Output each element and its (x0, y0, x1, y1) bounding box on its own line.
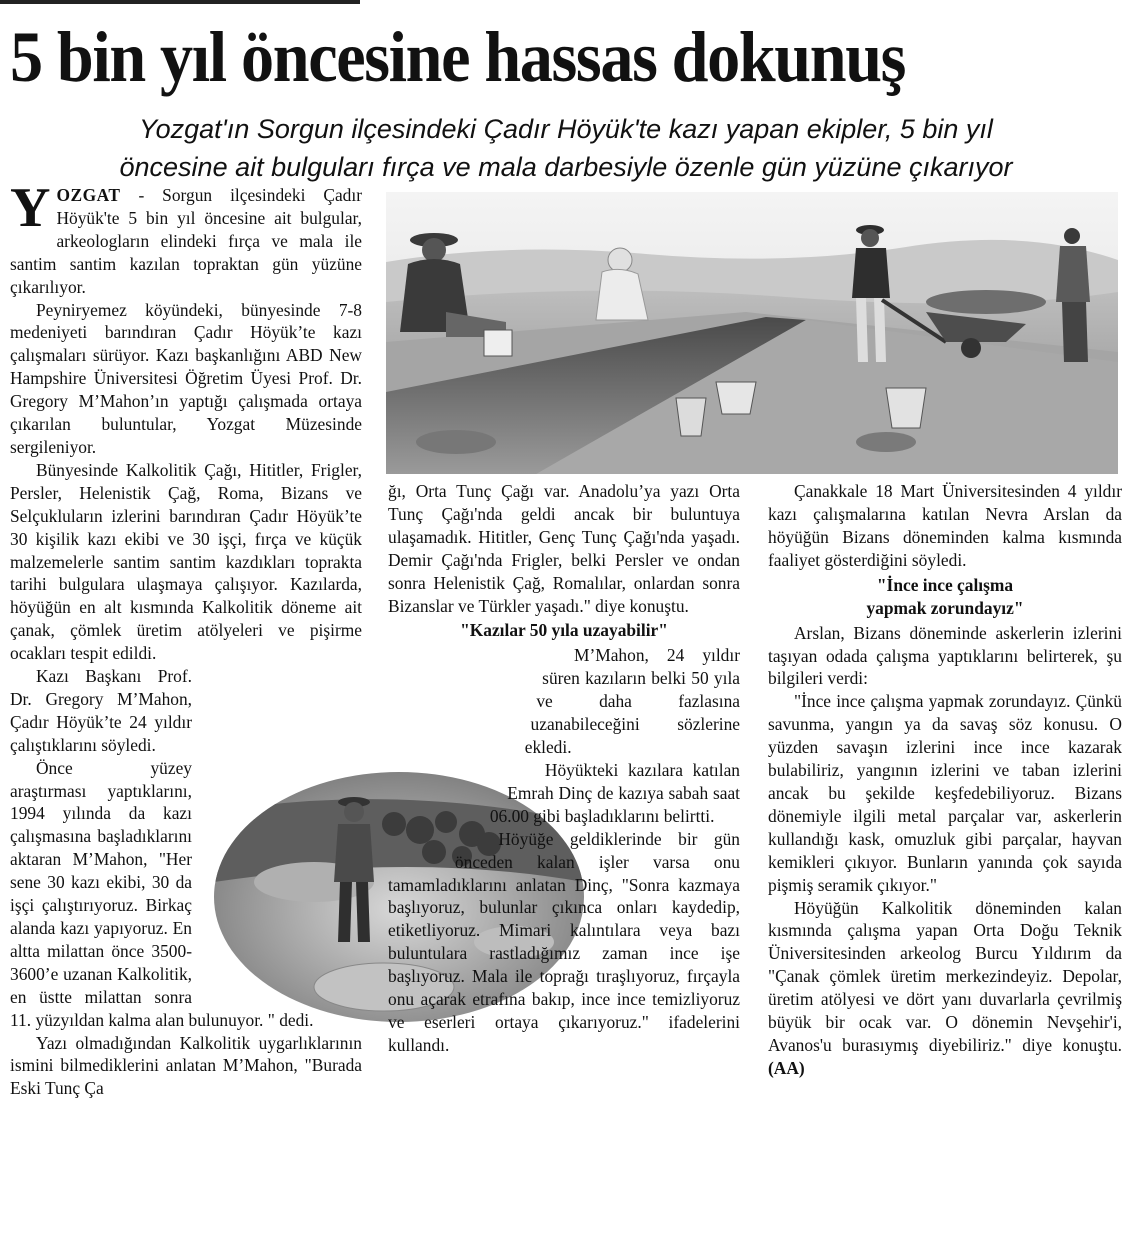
paragraph: Kazı Başkanı Prof. Dr. Gregory M’Mahon, Çadır Höyük’te 24 yıldır çalıştıklarını söyledi. (10, 666, 192, 755)
top-rule (0, 0, 360, 4)
excavation-team-photo-image (386, 192, 1118, 474)
paragraph: Höyüğe geldiklerinde bir gün önceden kalan işler varsa onu tamamladıklarını anlatan Dinç, "Sonra kazmaya başlıyoruz, bulunlar çıkınca onları kaydedip, etiketliyoruz. Mimari kalıntılara veya bazı buluntulara rastladığımız zaman ince işe başlıyoruz. Mala ile toprağı tıraşlıyoruz, fırçayla onu açarak etrafına bakıp, ince ince temizliyoruz ve eserleri ortaya çıkarıyoruz." ifadelerini kullandı. (388, 828, 740, 1055)
paragraph: Peyniryemez köyündeki, bünyesinde 7-8 medeniyeti barındıran Çadır Höyük’te kazı çalışmaları sürüyor. Kazı başkanlığını ABD New Hampshire Üniversitesi Öğretim Üyesi Prof. Dr. Gregory M’Mahon’ın yaptığı çalışmada ortaya çıkarılan buluntular, Yozgat Müzesinde sergileniyor. (10, 299, 362, 457)
paragraph: Arslan, Bizans döneminde askerlerin izlerini taşıyan odada çalışma yaptıklarını belirterek, şu bilgileri verdi: (768, 622, 1122, 689)
paragraph: Yazı olmadığından Kalkolitik uygarlıklarının ismini bilmediklerini anlatan M’Mahon, "Burada Eski Tunç Ça (10, 1032, 362, 1099)
subheading (768, 574, 1122, 620)
excavation-team-photo (386, 192, 1118, 474)
paragraph: "İnce ince çalışma yapmak zorundayız. Çünkü savunma, yangın ya da savaş söz konusu. O yüzden savaşın izlerini ince ince kazarak bulabiliriz, yangının izlerini ve taban izlerini ancak bu şekilde keşfedebiliyoruz. Bizans dönemiyle ilgili metal parçalar var, askerlerin kullandığı kask, omuzluk gibi parçalar, hayvan kemikleri çıkıyor. Bunların yanında çok sayıda pişmiş seramik çıkıyor." (768, 691, 1122, 895)
credit: (AA) (768, 1057, 805, 1078)
photo-wrap-spacer (192, 665, 362, 1005)
subheading: "Kazılar 50 yıla uzayabilir" (460, 620, 668, 641)
paragraph (768, 897, 1122, 1080)
subheading-line: yapmak zorundayız" (866, 597, 1024, 618)
lead-paragraph (10, 177, 362, 299)
lead-text: - Sorgun ilçesindeki Çadır Höyük'te 5 bin yıl öncesine ait bulgular, arkeologların elindeki fırça ve mala ile santim santim kazılan topraktan gün yüzüne çıkarılıyor. (10, 185, 362, 297)
drop-cap: Y (10, 177, 51, 239)
paragraph: Höyükteki kazılara katılan Emrah Dinç de kazıya sabah saat 06.00 gibi başladıklarını belirtti. (489, 759, 740, 826)
subhead-line: öncesine ait bulguları fırça ve mala darbesiyle özenle gün yüzüne çıkarıyor (119, 152, 1013, 182)
subhead (8, 110, 1124, 186)
paragraph: Bünyesinde Kalkolitik Çağı, Hititler, Frigler, Persler, Helenistik Çağ, Roma, Bizans ve Selçukluların izlerini barındıran Çadır Höyük’te 30 kişilik kazı ekibi ve 30 işçi, fırça ve küçük malzemelerle santim santim kazdıkları toprakta tarihi bulgulara ulaşmaya çalışıyor. Kazılarda, höyüğün en alt kısmında Kalkolitik döneme ait çanak, çömlek üretim atölyeleri ve pişirme ocakları tespit edildi. (10, 459, 362, 664)
headline: 5 bin yıl öncesine hassas dokunuş (10, 17, 906, 97)
subheading-line: "İnce ince çalışma (876, 574, 1014, 595)
paragraph: M’Mahon, 24 yıldır süren kazıların belki 50 yıla ve daha fazlasına uzanabileceğini sözlerine ekledi. (524, 645, 740, 758)
paragraph: Önce yüzey araştırması yaptıklarını, 1994 yılında da kazı çalışmasına başladıklarını aktaran M’Mahon, "Her sene 30 kazı ekibi, 30 da işçi çalıştırıyoruz. Birkaç alanda kazı yapıyoruz. En altta milattan önce 3500-3600’e uzanan Kalkolitik, en üstte milattan sonra 11. yüzyıldan kalma alan bulunuyor. " dedi. (10, 757, 314, 1030)
paragraph: Çanakkale 18 Mart Üniversitesinden 4 yıldır kazı çalışmalarına katılan Nevra Arslan da höyüğün Bizans döneminden kalma kısmında faaliyet gösterdiğini söyledi. (768, 481, 1122, 570)
column-3 (768, 480, 1122, 1080)
dateline: OZGAT (56, 185, 121, 205)
column-2 (388, 480, 740, 1057)
subhead-line: Yozgat'ın Sorgun ilçesindeki Çadır Höyük'te kazı yapan ekipler, 5 bin yıl (139, 114, 993, 144)
paragraph-text: Höyüğün Kalkolitik döneminden kalan kısmında çalışma yapan Orta Doğu Teknik Üniversitesinden arkeolog Burcu Yıldırım da "Çanak çömlek üretim merkezindeyiz. Depolar, üretim atölyesi ve dört yanı duvarlarla çevrilmiş büyük bir ocak var. O dönemin Nevşehir'i, Avanos'u burasıymış diyebiliriz." diye konuştu. (768, 897, 1122, 1055)
column-1 (10, 177, 362, 1100)
paragraph: ğı, Orta Tunç Çağı var. Anadolu’ya yazı Orta Tunç Çağı'nda geldi ancak bir buluntuya ulaşamadık. Hititler, Genç Tunç Çağı'nda yaşadı. Demir Çağı'nda Frigler, belki Persler ve ondan sonra Helenistik Çağ, Romalılar, onlardan sonra Bizanslar ve Türkler yaşadı." diye konuştu. (388, 481, 740, 616)
